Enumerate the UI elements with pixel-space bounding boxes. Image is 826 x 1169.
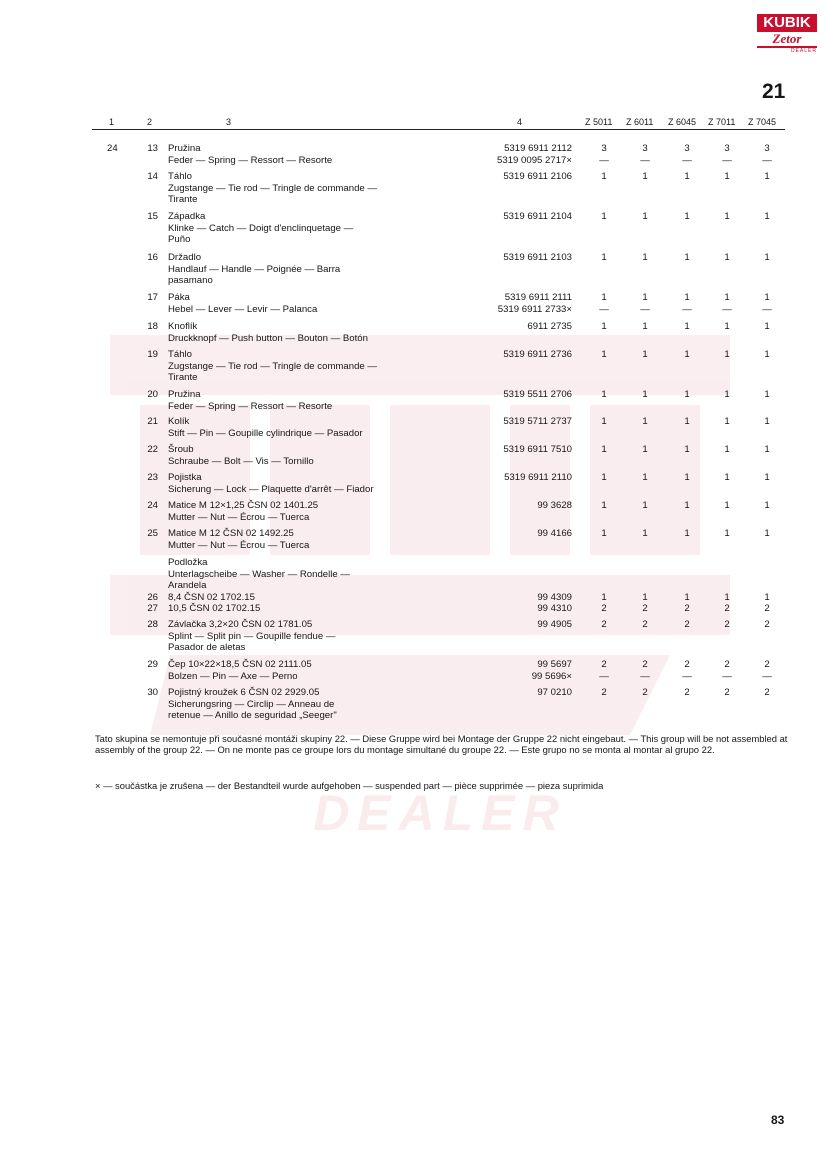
group-number: 21 [762,80,786,103]
part-description: Pružina [168,389,201,400]
quantity: 2 [642,619,648,630]
quantity: 1 [684,321,690,332]
watermark-text: DEALER [313,785,567,841]
quantity: 1 [764,444,770,455]
logo-brand: KUBIK [757,14,817,32]
quantity: 1 [601,444,607,455]
quantity: 1 [764,252,770,263]
quantity: 2 [724,659,730,670]
part-number: 5319 5711 2737 [503,416,572,427]
quantity: 1 [724,349,730,360]
quantity: 1 [642,472,648,483]
part-description: pasamano [168,275,213,287]
part-description: Druckknopf — Push button — Bouton — Botón [168,332,368,344]
quantity: 1 [724,592,730,603]
part-description: Šroub [168,444,194,455]
header-col-3: 3 [226,117,232,127]
part-number: 5319 6911 2112 [504,143,572,154]
part-description: Unterlagscheibe — Washer — Rondelle — [168,568,351,580]
quantity: 1 [684,500,690,511]
part-number: 99 5697 [537,659,572,670]
quantity: 3 [764,143,770,154]
quantity: 1 [764,528,770,539]
part-number: 99 5696× [531,670,572,682]
quantity: 1 [684,444,690,455]
quantity: 1 [764,211,770,222]
quantity: 2 [764,619,770,630]
quantity: 3 [601,143,607,154]
position-number: 27 [147,603,158,614]
quantity: 1 [684,528,690,539]
part-description: Páka [168,292,190,303]
part-number: 5319 6911 7510 [503,444,572,455]
quantity: 2 [684,603,690,614]
part-number: 5319 5511 2706 [503,389,572,400]
quantity: 1 [642,592,648,603]
part-description: Západka [168,211,206,222]
quantity: 3 [684,143,690,154]
part-description: retenue — Anillo de seguridad „Seeger" [168,710,337,722]
quantity: 1 [684,292,690,303]
part-description: Kolík [168,416,190,427]
quantity: 1 [764,349,770,360]
position-number: 23 [147,472,158,483]
quantity: 1 [642,321,648,332]
kubik-zetor-logo [757,14,817,66]
part-description: 8,4 ČSN 02 1702.15 [168,592,255,603]
part-number: 5319 6911 2103 [503,252,572,263]
quantity: 2 [764,603,770,614]
quantity: 3 [724,143,730,154]
quantity: 1 [642,211,648,222]
part-description: Splint — Split pin — Goupille fendue — [168,630,336,642]
quantity: 2 [724,603,730,614]
quantity: 1 [601,349,607,360]
quantity: 1 [724,171,730,182]
header-col-2: 2 [147,117,153,127]
quantity: 1 [601,389,607,400]
header-rule [92,129,785,130]
part-description: Pojistka [168,472,202,483]
quantity: 1 [764,171,770,182]
part-number: 99 4310 [537,603,572,614]
quantity: 2 [684,687,690,698]
quantity: 1 [684,416,690,427]
quantity: 2 [764,687,770,698]
part-description: Bolzen — Pin — Axe — Perno [168,670,298,682]
quantity: 1 [642,292,648,303]
quantity: 2 [724,619,730,630]
position-number: 21 [147,416,158,427]
part-number: 99 3628 [537,500,572,511]
logo-sub: Zetor [757,32,817,48]
quantity: 2 [684,619,690,630]
quantity: 1 [764,292,770,303]
quantity: 1 [684,349,690,360]
position-number: 15 [147,211,158,222]
header-z6045: Z 6045 [668,117,697,127]
part-description: Pasador de aletas [168,642,246,654]
quantity: 1 [764,592,770,603]
part-number: 5319 0095 2717× [497,154,572,166]
position-number: 16 [147,252,158,263]
part-description: Táhlo [168,349,192,360]
part-description: Čep 10×22×18,5 ČSN 02 2111.05 [168,659,312,670]
quantity: 2 [601,687,607,698]
part-description: Matice M 12 ČSN 02 1492.25 [168,528,294,539]
quantity: 1 [642,444,648,455]
position-number: 19 [147,349,158,360]
quantity: 1 [764,389,770,400]
part-description: Zugstange — Tie rod — Tringle de commande — [168,360,378,372]
quantity: — [640,154,650,166]
quantity: 1 [764,416,770,427]
quantity: 3 [642,143,648,154]
position-number: 24 [147,500,158,511]
quantity: 2 [642,603,648,614]
quantity: 1 [684,592,690,603]
part-number: 5319 6911 2111 [504,292,572,303]
part-description: Feder — Spring — Ressort — Resorte [168,400,333,412]
quantity: 1 [601,528,607,539]
part-description: 10,5 ČSN 02 1702.15 [168,603,261,614]
position-number: 22 [147,444,158,455]
part-description: Puño [168,234,191,246]
part-number: 5319 6911 2736 [503,349,572,360]
quantity: 1 [724,252,730,263]
position-number: 14 [147,171,158,182]
quantity: 1 [724,211,730,222]
legend-note: × — součástka je zrušena — der Bestandteil wurde aufgehoben — suspended part — pièce supprimée — pieza suprimida [95,780,604,791]
quantity: — [599,154,609,166]
part-description: Závlačka 3,2×20 ČSN 02 1781.05 [168,619,313,630]
part-description: Pružina [168,143,201,154]
part-description: Arandela [168,580,207,592]
part-description: Podložka [168,557,208,568]
part-number: 5319 6911 2110 [504,472,572,483]
quantity: 1 [724,389,730,400]
position-number: 18 [147,321,158,332]
quantity: — [682,670,692,682]
quantity: 1 [724,416,730,427]
quantity: 1 [684,211,690,222]
quantity: 2 [684,659,690,670]
quantity: 1 [601,292,607,303]
quantity: 1 [724,292,730,303]
position-number: 29 [147,659,158,670]
part-number: 97 0210 [537,687,572,698]
quantity: 1 [684,171,690,182]
quantity: 1 [601,592,607,603]
quantity: 2 [601,619,607,630]
quantity: 1 [642,171,648,182]
quantity: 1 [724,444,730,455]
quantity: — [762,670,772,682]
quantity: 1 [601,500,607,511]
quantity: 2 [724,687,730,698]
quantity: 1 [684,472,690,483]
page-number: 83 [771,1113,785,1127]
quantity: 1 [764,321,770,332]
part-description: Klinke — Catch — Doigt d'enclinquetage — [168,222,354,234]
position-number: 25 [147,528,158,539]
position-number: 26 [147,592,158,603]
quantity: 1 [601,171,607,182]
part-number: 99 4309 [537,592,572,603]
quantity: 1 [764,500,770,511]
header-z7011: Z 7011 [708,117,736,127]
part-description: Handlauf — Handle — Poignée — Barra [168,263,341,275]
quantity: — [682,154,692,166]
quantity: — [599,670,609,682]
part-number: 5319 6911 2106 [503,171,572,182]
quantity: 1 [642,416,648,427]
header-col-4: 4 [517,117,523,127]
quantity: 1 [724,528,730,539]
quantity: 1 [601,211,607,222]
part-description: Stift — Pin — Goupille cylindrique — Pasador [168,427,363,439]
quantity: 1 [724,500,730,511]
quantity: — [762,154,772,166]
quantity: 1 [764,472,770,483]
quantity: 1 [642,252,648,263]
quantity: 1 [724,321,730,332]
header-z5011: Z 5011 [585,117,613,127]
quantity: 2 [601,603,607,614]
quantity: — [640,670,650,682]
part-description: Sicherungsring — Circlip — Anneau de [168,698,335,710]
quantity: — [722,670,732,682]
part-description: Schraube — Bolt — Vis — Tornillo [168,455,314,467]
part-description: Matice M 12×1,25 ČSN 02 1401.25 [168,500,319,511]
part-description: Mutter — Nut — Écrou — Tuerca [168,511,310,523]
position-number: 30 [147,687,158,698]
position-number: 13 [147,143,158,154]
quantity: — [722,303,732,315]
header-col-1: 1 [109,117,115,127]
quantity: — [762,303,772,315]
part-number: 6911 2735 [527,321,572,332]
header-z6011: Z 6011 [626,117,654,127]
part-description: Knoflík [168,321,198,332]
quantity: 1 [684,252,690,263]
part-number: 99 4905 [537,619,572,630]
part-description: Držadlo [168,252,202,263]
quantity: 1 [642,349,648,360]
part-description: Hebel — Lever — Levir — Palanca [168,303,318,315]
quantity: 2 [642,659,648,670]
position-number: 17 [147,292,158,303]
quantity: — [722,154,732,166]
quantity: — [682,303,692,315]
quantity: 2 [764,659,770,670]
header-z7045: Z 7045 [748,117,777,127]
part-number: 5319 6911 2733× [497,303,572,315]
part-description: Tirante [168,372,198,384]
group-ref: 24 [107,143,118,154]
part-description: Sicherung — Lock — Plaquette d'arrêt — Fiador [168,483,374,495]
position-number: 28 [147,619,158,630]
quantity: 1 [601,252,607,263]
quantity: 1 [601,472,607,483]
part-number: 5319 6911 2104 [503,211,572,222]
quantity: 2 [642,687,648,698]
quantity: 1 [642,500,648,511]
quantity: 1 [601,321,607,332]
part-description: Mutter — Nut — Écrou — Tuerca [168,539,310,551]
part-description: Zugstange — Tie rod — Tringle de commande — [168,182,378,194]
part-description: Tirante [168,194,198,206]
quantity: — [640,303,650,315]
quantity: 1 [684,389,690,400]
quantity: 1 [642,389,648,400]
part-number: 99 4166 [537,528,572,539]
part-description: Táhlo [168,171,192,182]
quantity: 1 [642,528,648,539]
assembly-note: Tato skupina se nemontuje při současné montáži skupiny 22. — Diese Gruppe wird bei Montage der Gruppe 22 nicht eingebaut. — This group will be not assembled at assembly of the group 22. — On ne monte pas ce groupe lors du montage simultané du groupe 22. — Este grupo no se monta al montar al grupo 22. [95,733,788,756]
quantity: 2 [601,659,607,670]
position-number: 20 [147,389,158,400]
part-description: Pojistný kroužek 6 ČSN 02 2929.05 [168,687,320,698]
logo-tiny: DEALER [790,48,817,54]
quantity: 1 [601,416,607,427]
quantity: — [599,303,609,315]
part-description: Feder — Spring — Ressort — Resorte [168,154,333,166]
quantity: 1 [724,472,730,483]
